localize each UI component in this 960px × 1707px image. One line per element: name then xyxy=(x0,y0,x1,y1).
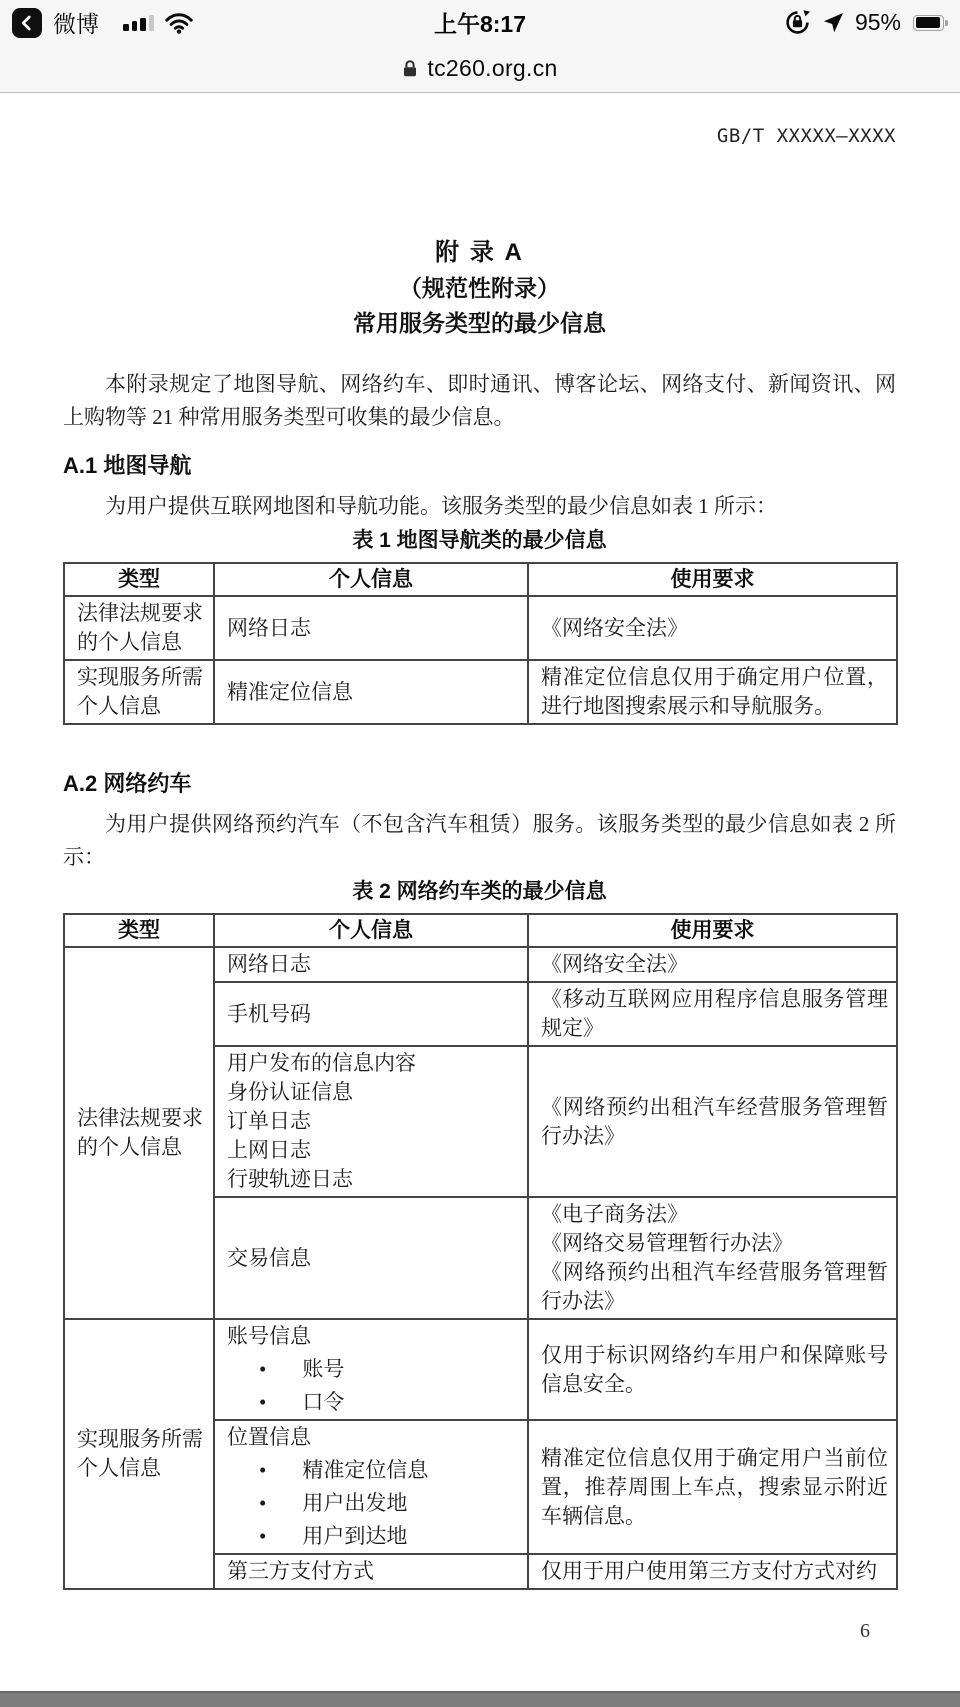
back-to-app-button[interactable] xyxy=(12,8,42,38)
status-bar-right xyxy=(784,9,948,36)
column-header-info: 个人信息 xyxy=(214,914,528,947)
page-number: 6 xyxy=(860,1620,870,1642)
usage-cell: 《移动互联网应用程序信息服务管理规定》 xyxy=(528,982,897,1046)
table-row xyxy=(64,947,897,982)
table-row xyxy=(64,660,897,724)
table-2-caption: 表 2 网络约车类的最少信息 xyxy=(352,880,607,903)
info-cell: 精准定位信息 xyxy=(214,660,528,724)
table-1-caption: 表 1 地图导航类的最少信息 xyxy=(352,529,607,552)
document-page xyxy=(0,93,960,1691)
column-header-type: 类型 xyxy=(64,914,214,947)
appendix-subtitle: （规范性附录） xyxy=(399,275,560,301)
info-cell xyxy=(214,1420,528,1554)
table-row xyxy=(64,1319,897,1420)
type-group-cell: 法律法规要求的个人信息 xyxy=(64,947,214,1319)
standard-number: GB/T XXXXX—XXXX xyxy=(716,125,896,147)
page-gap-strip xyxy=(0,1691,960,1707)
intro-paragraph: 本附录规定了地图导航、网络约车、即时通讯、博客论坛、网络支付、新闻资讯、网上购物等 21 种常用服务类型可收集的最少信息。 xyxy=(63,372,896,429)
lock-icon xyxy=(402,59,418,78)
info-group-title: 位置信息 xyxy=(227,1425,311,1449)
section-a2-paragraph: 为用户提供网络预约汽车（不包含汽车租赁）服务。该服务类型的最少信息如表 2 所示： xyxy=(63,812,896,869)
bullet-label: 口令 xyxy=(302,1390,345,1414)
info-cell: 手机号码 xyxy=(214,982,528,1046)
info-cell xyxy=(214,1319,528,1420)
bullet-label: 用户出发地 xyxy=(302,1491,408,1515)
table-1 xyxy=(63,562,898,725)
back-app-label[interactable]: 微博 xyxy=(53,11,99,37)
type-group-cell: 实现服务所需个人信息 xyxy=(64,1319,214,1589)
table-2-header-row xyxy=(64,914,897,947)
appendix-title: 附 录 A xyxy=(435,239,524,266)
column-header-type: 类型 xyxy=(64,563,214,596)
bullet-item xyxy=(227,1522,517,1551)
usage-cell xyxy=(528,1197,897,1319)
info-cell: 交易信息 xyxy=(214,1197,528,1319)
info-cell: 网络日志 xyxy=(214,947,528,982)
bullet-label: 账号 xyxy=(302,1357,345,1381)
usage-cell: 《网络预约出租汽车经营服务管理暂行办法》 xyxy=(528,1046,897,1197)
status-time: 上午8:17 xyxy=(433,11,527,37)
address-bar[interactable] xyxy=(0,45,960,93)
appendix-heading: 常用服务类型的最少信息 xyxy=(353,310,606,336)
info-line: 身份认证信息 xyxy=(227,1080,353,1104)
back-chevron-icon xyxy=(18,14,36,32)
info-cell: 第三方支付方式 xyxy=(214,1554,528,1589)
bullet-label: 精准定位信息 xyxy=(302,1458,429,1482)
rotation-lock-icon xyxy=(784,9,811,36)
bullet-item xyxy=(227,1355,517,1384)
usage-cell: 精准定位信息仅用于确定用户位置，进行地图搜索展示和导航服务。 xyxy=(528,660,897,724)
bullet-dot-icon: • xyxy=(259,1491,267,1515)
usage-line: 《电子商务法》 xyxy=(541,1202,688,1226)
location-arrow-icon xyxy=(821,11,845,35)
usage-line: 《网络交易管理暂行办法》 xyxy=(541,1231,793,1255)
battery-icon xyxy=(913,15,948,31)
usage-cell: 仅用于标识网络约车用户和保障账号信息安全。 xyxy=(528,1319,897,1420)
table-row xyxy=(64,596,897,660)
bullet-item xyxy=(227,1388,517,1417)
bullet-dot-icon: • xyxy=(259,1458,267,1482)
battery-percent: 95% xyxy=(854,9,901,35)
info-cell xyxy=(214,1046,528,1197)
info-line: 订单日志 xyxy=(227,1109,311,1133)
info-line: 用户发布的信息内容 xyxy=(227,1051,416,1075)
bullet-dot-icon: • xyxy=(259,1357,267,1381)
info-group-title: 账号信息 xyxy=(227,1324,311,1348)
bullet-dot-icon: • xyxy=(259,1524,267,1548)
url-domain[interactable]: tc260.org.cn xyxy=(427,55,558,81)
column-header-usage: 使用要求 xyxy=(528,563,897,596)
bullet-label: 用户到达地 xyxy=(302,1524,408,1548)
table-1-header-row xyxy=(64,563,897,596)
type-cell: 实现服务所需个人信息 xyxy=(64,660,214,724)
bullet-item xyxy=(227,1489,517,1518)
bullet-item xyxy=(227,1456,517,1485)
status-bar-left xyxy=(12,6,194,39)
type-cell: 法律法规要求的个人信息 xyxy=(64,596,214,660)
usage-line: 《网络预约出租汽车经营服务管理暂行办法》 xyxy=(541,1260,888,1313)
table-2 xyxy=(63,913,898,1590)
status-bar xyxy=(0,0,960,45)
info-cell: 网络日志 xyxy=(214,596,528,660)
usage-cell: 仅用于用户使用第三方支付方式对约 xyxy=(528,1554,897,1589)
usage-cell: 《网络安全法》 xyxy=(528,596,897,660)
wifi-icon xyxy=(164,11,194,34)
section-a2-heading: A.2 网络约车 xyxy=(63,771,192,796)
cellular-signal-icon xyxy=(123,15,154,31)
info-line: 行驶轨迹日志 xyxy=(227,1167,353,1191)
section-a1-paragraph: 为用户提供互联网地图和导航功能。该服务类型的最少信息如表 1 所示： xyxy=(105,494,777,518)
usage-cell: 精准定位信息仅用于确定用户当前位置，推荐周围上车点，搜索显示附近车辆信息。 xyxy=(528,1420,897,1554)
column-header-usage: 使用要求 xyxy=(528,914,897,947)
column-header-info: 个人信息 xyxy=(214,563,528,596)
info-line: 上网日志 xyxy=(227,1138,311,1162)
bullet-dot-icon: • xyxy=(259,1390,267,1414)
usage-cell: 《网络安全法》 xyxy=(528,947,897,982)
section-a1-heading: A.1 地图导航 xyxy=(63,453,192,478)
